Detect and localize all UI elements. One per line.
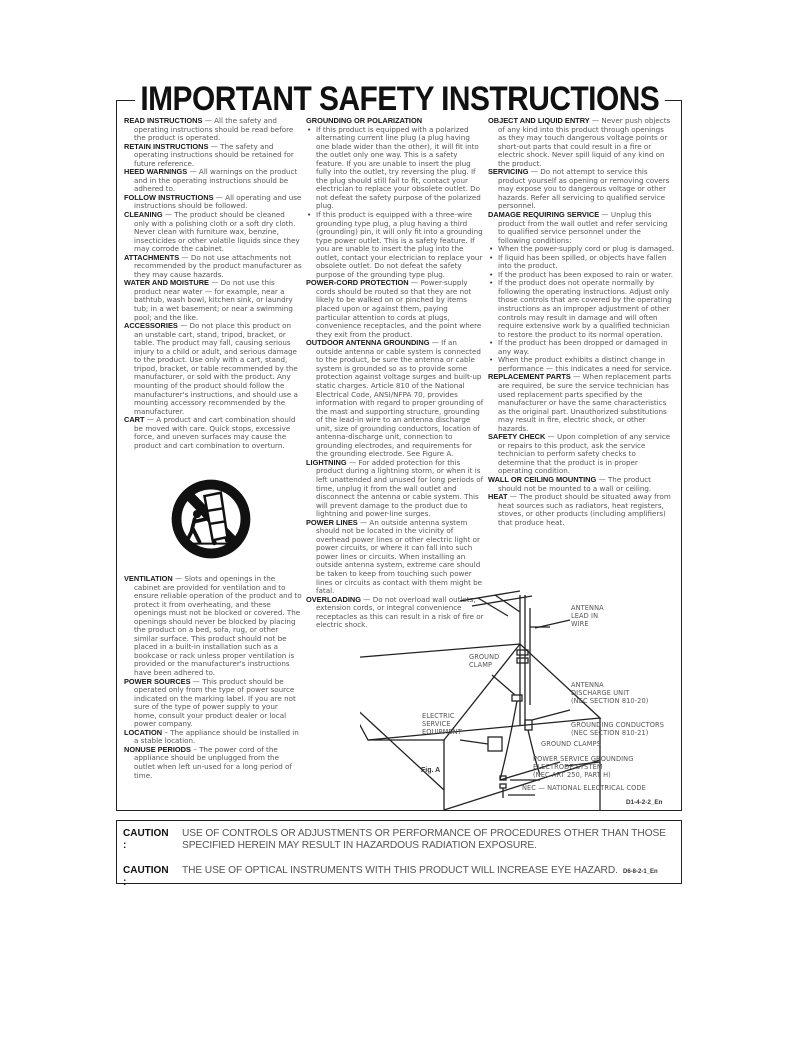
bullet-item: • If the product has been exposed to rain or water. <box>488 271 674 280</box>
section-ventilation: VENTILATION — Slots and openings in the cabinet are provided for ventilation and to ensure reliable operation of the product and to protect it from overheating, and these openings must not be blocked or covered. The openings should never be blocked by placing the product on a bed, sofa, rug, or other similar surface. This product should not be placed in a built-in installation such as a bookcase or rack unless proper ventilation is provided or the manufacturer's instructions have been adhered to. <box>124 574 302 678</box>
label-antenna-discharge-unit: ANTENNA DISCHARGE UNIT (NEC SECTION 810-20) <box>571 681 649 705</box>
column-1-lower <box>124 575 302 780</box>
document-code: D1-4-2-2_En <box>626 799 663 806</box>
column-3 <box>488 117 674 527</box>
section-damage-requiring-service: DAMAGE REQUIRING SERVICE — Unplug this product from the wall outlet and refer servicing to qualified service personnel under the following conditions: <box>488 210 668 245</box>
section-retain-instructions: RETAIN INSTRUCTIONS — The safety and operating instructions should be retained for future reference. <box>124 141 294 168</box>
label-ground-clamp: GROUND CLAMP <box>469 653 500 669</box>
bullet-item: • If this product is equipped with a polarized alternating current line plug (a plug having one blade wider than the other), it will fit into the outlet only one way. This is a safety feature. If you are unable to insert the plug fully into the outlet, try reversing the plug. If the plug should still fail to fit, contact your electrician to replace your obsolete outlet. Do not defeat the safety purpose of the polarized plug. <box>306 126 484 211</box>
page-title: IMPORTANT SAFETY INSTRUCTIONS <box>135 80 664 118</box>
section-lightning: LIGHTNING — For added protection for this product during a lightning storm, or when it is left unattended and unused for long periods of time, unplug it from the wall outlet and disconnect the antenna or cable system. This will prevent damage to the product due to lightning and power-line surges. <box>306 457 484 519</box>
label-electrode-system: POWER SERVICE GROUNDING ELECTRODE SYSTEM (NEC ART 250, PART H) <box>533 755 634 779</box>
section-nonuse-periods: NONUSE PERIODS – The power cord of the appliance should be unplugged from the outlet when left un-used for a long period of time. <box>124 744 292 780</box>
section-cart: CART — A product and cart combination should be moved with care. Quick stops, excessive force, and uneven surfaces may cause the product and cart combination to overturn. <box>124 415 296 450</box>
section-safety-check: SAFETY CHECK — Upon completion of any service or repairs to this product, ask the service technician to perform safety checks to determine that the product is in proper operating condition. <box>488 432 671 476</box>
bullet-item: • If the product does not operate normally by following the operating instructions. Adjust only those controls that are covered by the operating instructions as an improper adjustment of other controls may result in damage and will often require extensive work by a qualified technician to restore the product to its normal operation. <box>488 279 674 339</box>
figure-caption: Fig. A <box>421 767 441 774</box>
section-outdoor-antenna-grounding: OUTDOOR ANTENNA GROUNDING — If an outside antenna or cable system is connected to the product, be sure the antenna or cable system is grounded so as to provide some protection against voltage surges and built-up static charges. Article 810 of the National Electrical Code, ANSI/NFPA 70, provides information with regard to proper grounding of the mast and supporting structure, grounding of the lead-in wire to an antenna discharge unit, size of grounding conductors, location of antenna-discharge unit, connection to grounding electrodes, and requirements for the grounding electrode. See Figure A. <box>306 338 484 459</box>
caution-label: CAUTION : <box>123 865 169 889</box>
section-object-and-liquid-entry: OBJECT AND LIQUID ENTRY — Never push objects of any kind into this product through openings as they may touch dangerous voltage points or short-out parts that could result in a fire or electric shock. Never spill liquid of any kind on the product. <box>488 116 671 168</box>
damage-conditions-list <box>488 245 674 373</box>
section-attachments: ATTACHMENTS — Do not use attachments not recommended by the product manufacturer as they may cause hazards. <box>124 252 302 279</box>
section-wall-or-ceiling-mounting: WALL OR CEILING MOUNTING — The product should not be mounted to a wall or ceiling. <box>488 474 652 493</box>
column-2 <box>306 117 484 630</box>
section-accessories: ACCESSORIES — Do not place this product on an unstable cart, stand, tripod, bracket, or table. The product may fall, causing serious injury to a child or adult, and serious damage to the product. Use only with a cart, stand, tripod, bracket, or table recommended by the manufacturer, or sold with the product. Any mounting of the product should follow the manufacturer's instructions, and should use a mounting accessory recommended by the manufacturer. <box>124 321 298 416</box>
section-heed-warnings: HEED WARNINGS — All warnings on the product and in the operating instructions should be adhered to. <box>124 167 298 194</box>
bullet-item: • If liquid has been spilled, or objects have fallen into the product. <box>488 254 674 271</box>
section-grounding-or-polarization: GROUNDING OR POLARIZATION • If this product is equipped with a polarized alternating current line plug (a plug having one blade wider than the other), it will fit into the outlet only one way. This is a safety feature. If you are unable to insert the plug fully into the outlet, try reversing the plug. If the plug should still fail to fit, contact your electrician to replace your obsolete outlet. Do not defeat the safety purpose of the polarized plug. • If this product is equipped with a three-wire grounding type plug, a plug having a third (grounding) pin, it will only fit into a grounding type power outlet. This is a safety feature. If you are unable to insert the plug into the outlet, contact your electrician to replace your obsolete outlet. Do not defeat the safety purpose of the grounding type plug. <box>306 117 484 279</box>
section-location: LOCATION – The appliance should be installed in a stable location. <box>124 727 299 746</box>
section-replacement-parts: REPLACEMENT PARTS — When replacement parts are required, be sure the service technician has used replacement parts specified by the manufacturer or have the same characteristics as the original part. Unauthorized substitutions may result in fire, electric shock, or other hazards. <box>488 372 671 433</box>
caution-code: D6-8-2-1_En <box>623 869 658 875</box>
bullet-item: • When the product exhibits a distinct change in performance — this indicates a need for service. <box>488 356 674 373</box>
section-overloading: OVERLOADING — Do not overload wall outlets, extension cords, or integral convenience receptacles as this can result in a risk of fire or electric shock. <box>306 594 484 630</box>
caution-label: CAUTION : <box>123 828 169 852</box>
section-read-instructions: READ INSTRUCTIONS — All the safety and operating instructions should be read before the product is operated. <box>124 116 294 143</box>
section-power-sources: POWER SOURCES — This product should be operated only from the type of power source indicated on the marking label. If you are not sure of the type of power supply to your home, consult your product dealer or local power company. <box>124 676 296 729</box>
section-cleaning: CLEANING — The product should be cleaned only with a polishing cloth or a soft dry cloth. Never clean with furniture wax, benzine, insecticides or other volatile liquids since they may corrode the cabinet. <box>124 210 300 254</box>
section-water-and-moisture: WATER AND MOISTURE — Do not use this product near water — for example, near a bathtub, wash bowl, kitchen sink, or laundry tub; in a wet basement; or near a swimming pool; and the like. <box>124 278 293 322</box>
cart-tipover-warning-icon <box>170 478 252 560</box>
section-power-cord-protection: POWER-CORD PROTECTION — Power-supply cords should be routed so that they are not likely to be walked on or pinched by items placed upon or against them, paying particular attention to cords at plugs, convenience receptacles, and the point where they exit from the product. <box>306 278 482 339</box>
section-heat: HEAT — The product should be situated away from heat sources such as radiators, heat registers, stoves, or other products (including amplifiers) that produce heat. <box>488 492 671 527</box>
section-follow-instructions: FOLLOW INSTRUCTIONS — All operating and use instructions should be followed. <box>124 192 302 211</box>
label-antenna-lead-in-wire: ANTENNA LEAD IN WIRE <box>571 604 604 628</box>
label-nec-definition: NEC — NATIONAL ELECTRICAL CODE <box>522 784 646 792</box>
label-grounding-conductors: GROUNDING CONDUCTORS (NEC SECTION 810-21) <box>571 721 665 737</box>
bullet-item: • If this product is equipped with a three-wire grounding type plug, a plug having a third (grounding) pin, it will only fit into a grounding type power outlet. This is a safety feature. If you are unable to insert the plug into the outlet, contact your electrician to replace your obsolete outlet. Do not defeat the safety purpose of the grounding type plug. <box>306 211 484 279</box>
bullet-item: • When the power-supply cord or plug is damaged. <box>488 245 674 254</box>
section-power-lines: POWER LINES — An outside antenna system should not be located in the vicinity of overhead power lines or other electric light or power circuits, or where it can fall into such power lines or circuits. When installing an outside antenna system, extreme care should be taken to keep from touching such power lines or circuits as contact with them might be fatal. <box>306 517 483 596</box>
column-1 <box>124 117 302 450</box>
bullet-item: • If the product has been dropped or damaged in any way. <box>488 339 674 356</box>
caution-box: CAUTION : USE OF CONTROLS OR ADJUSTMENTS OR PERFORMANCE OF PROCEDURES OTHER THAN THOSE SPECIFIED HEREIN MAY RESULT IN HAZARDOUS RADIATION EXPOSURE. CAUTION : THE USE OF OPTICAL INSTRUMENTS WITH THIS PRODUCT WILL INCREASE EYE HAZARD. D6-8-2-1_En <box>116 820 682 884</box>
label-ground-clamps: GROUND CLAMPS <box>541 740 601 748</box>
section-servicing: SERVICING — Do not attempt to service this product yourself as opening or removing covers may expose you to dangerous voltage or other hazards. Refer all servicing to qualified service personnel. <box>488 167 670 211</box>
label-electric-service-equipment: ELECTRIC SERVICE EQUIPMENT <box>422 712 462 736</box>
